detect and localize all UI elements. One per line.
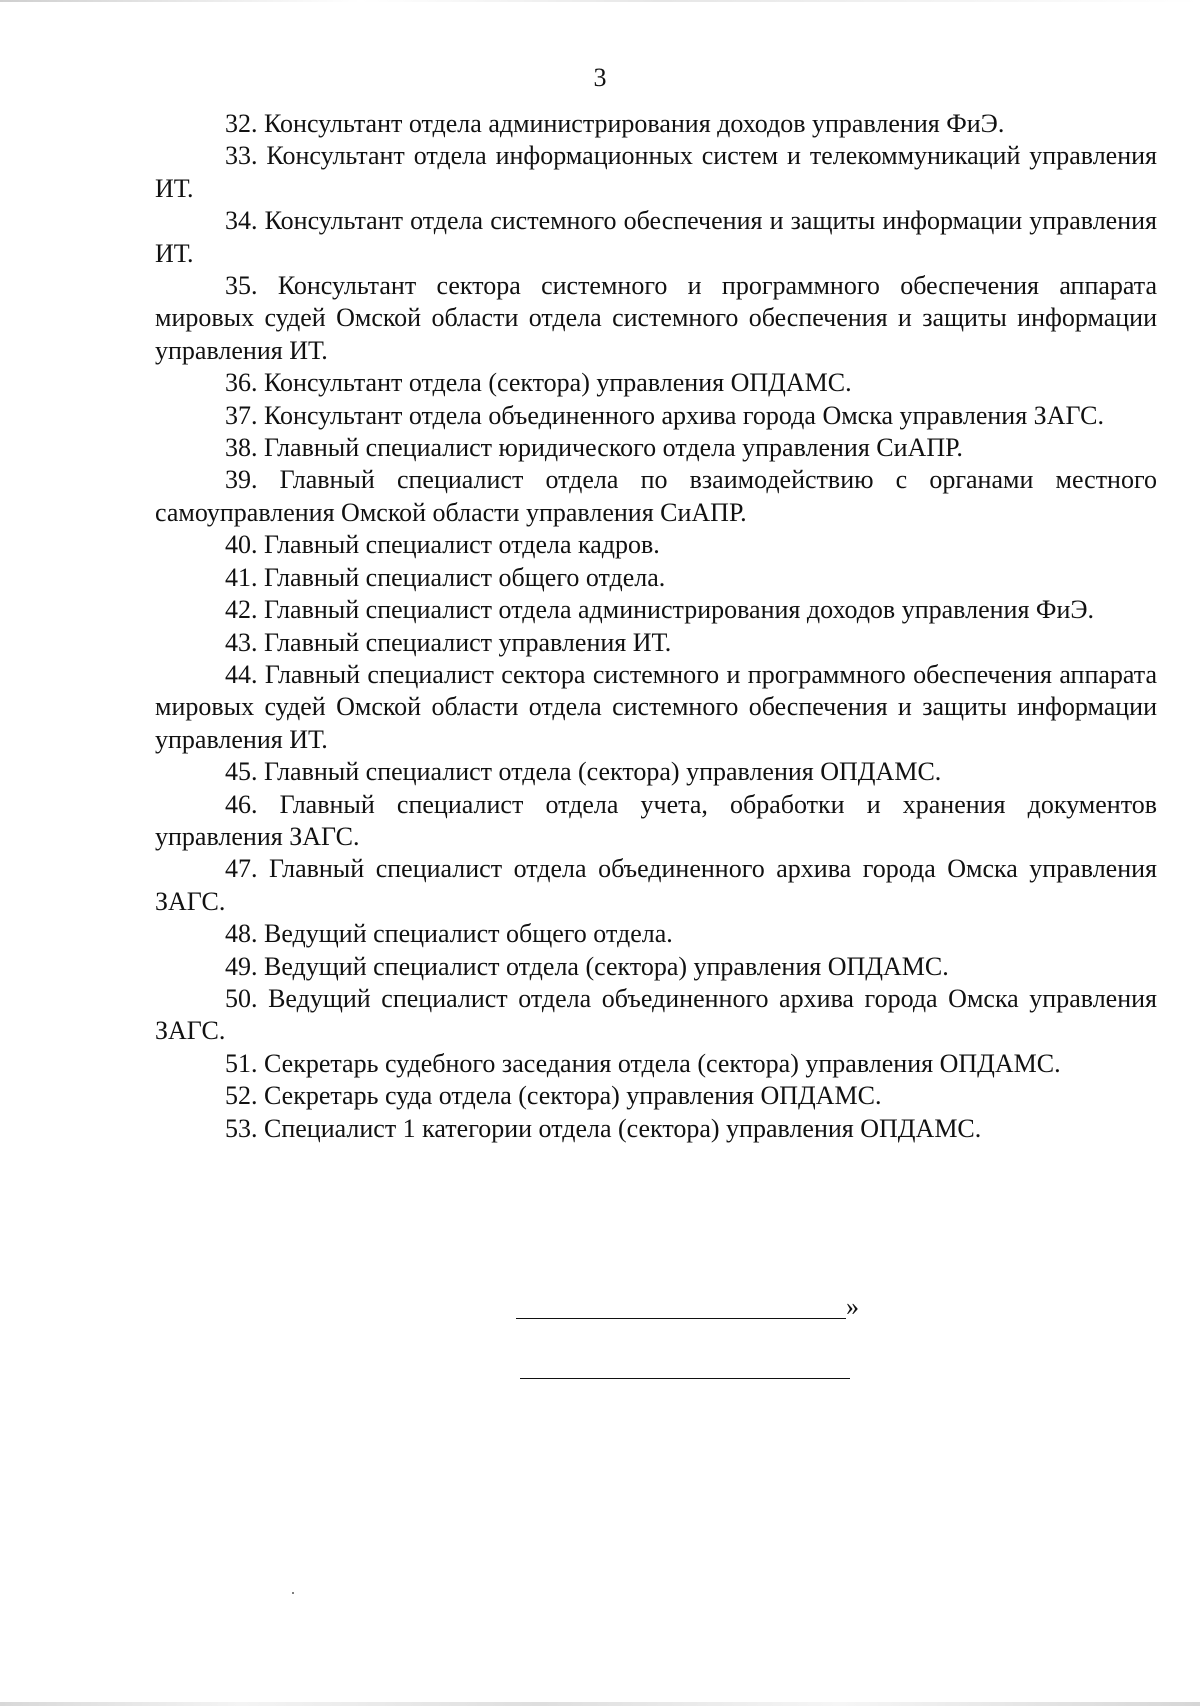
list-item: 51. Секретарь судебного заседания отдела (сектора) управления ОПДАМС. (225, 1048, 1061, 1078)
list-item: 53. Специалист 1 категории отдела (сектора) управления ОПДАМС. (225, 1113, 982, 1143)
list-item: 43. Главный специалист управления ИТ. (225, 627, 672, 657)
list-item: 38. Главный специалист юридического отдела управления СиАПР. (225, 433, 963, 463)
list-item: 52. Секретарь суда отдела (сектора) управления ОПДАМС. (225, 1081, 882, 1111)
list-item: 47. Главный специалист отдела объединенного архива города Омска управления ЗАГС. (155, 854, 1157, 916)
page-number: 3 (593, 63, 607, 92)
scan-speck (292, 1592, 294, 1594)
list-item: 50. Ведущий специалист отдела объединенного архива города Омска управления ЗАГС. (155, 983, 1157, 1046)
list-item: 41. Главный специалист общего отдела. (225, 562, 666, 592)
list-item: 48. Ведущий специалист общего отдела. (225, 919, 673, 949)
closing-rule (516, 1318, 846, 1319)
separator-rule (520, 1378, 850, 1379)
position-list (155, 108, 1157, 1145)
list-item: 35. Консультант сектора системного и программного обеспечения аппарата мировых судей Омской области отдела системного обеспечения и защиты информации управления ИТ. (155, 271, 1157, 365)
list-item: 42. Главный специалист отдела администрирования доходов управления ФиЭ. (225, 595, 1095, 625)
list-item: 34. Консультант отдела системного обеспечения и защиты информации управления ИТ. (155, 206, 1157, 268)
list-item: 36. Консультант отдела (сектора) управления ОПДАМС. (225, 368, 852, 398)
list-item: 44. Главный специалист сектора системного и программного обеспечения аппарата мировых судей Омской области отдела системного обеспечения и защиты информации управления ИТ. (155, 659, 1157, 754)
list-item: 49. Ведущий специалист отдела (сектора) управления ОПДАМС. (225, 951, 949, 981)
list-item: 32. Консультант отдела администрирования доходов управления ФиЭ. (225, 109, 1005, 138)
scan-edge-top (0, 0, 1200, 2)
list-item: 39. Главный специалист отдела по взаимодействию с органами местного самоуправления Омской области управления СиАПР. (155, 465, 1157, 527)
closing-quote: » (846, 1292, 859, 1321)
scan-edge-bottom (0, 1702, 1200, 1706)
list-item: 40. Главный специалист отдела кадров. (225, 530, 660, 560)
closing-mark (516, 1286, 859, 1326)
list-item: 46. Главный специалист отдела учета, обработки и хранения документов управления ЗАГС. (155, 789, 1157, 851)
list-item: 37. Консультант отдела объединенного архива города Омска управления ЗАГС. (225, 400, 1105, 430)
list-item: 45. Главный специалист отдела (сектора) управления ОПДАМС. (225, 757, 942, 787)
list-item: 33. Консультант отдела информационных систем и телекоммуникаций управления ИТ. (155, 141, 1157, 203)
